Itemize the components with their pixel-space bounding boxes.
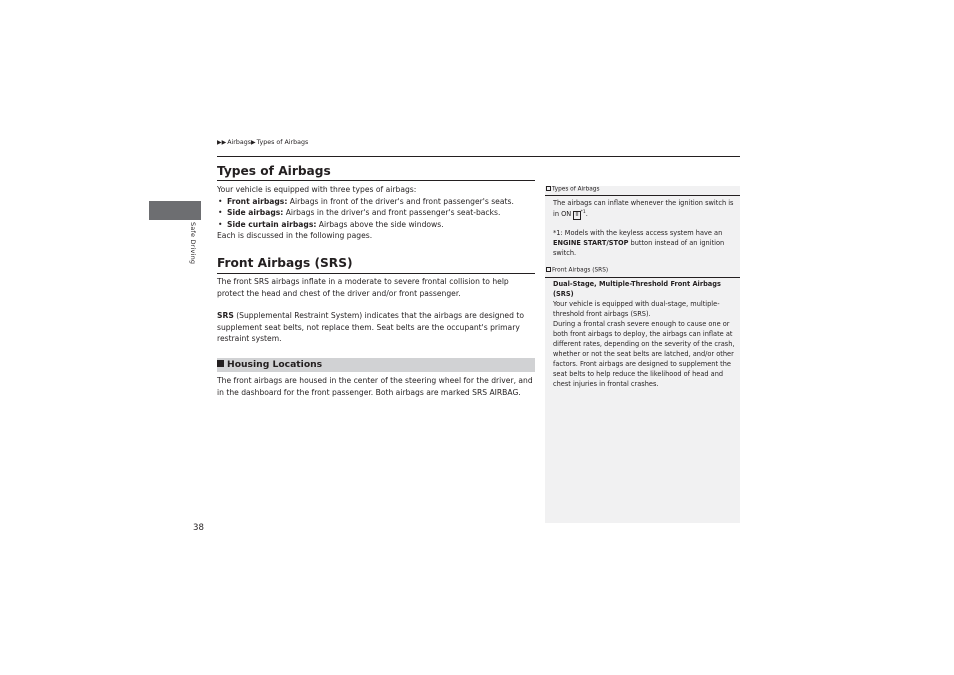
header-divider [217,156,740,157]
breadcrumb-arrow-icon: ▶ [251,139,256,146]
section-tab [149,201,201,220]
breadcrumb-item-airbags[interactable]: Airbags [227,139,252,146]
intro-section [217,184,535,242]
square-bullet-icon [217,360,224,367]
note-header-text: Types of Airbags [552,186,600,193]
note-header-types[interactable] [546,186,600,193]
housing-paragraph: The front airbags are housed in the center of the steering wheel for the driver, and in the dashboard for the front passenger. Both airbags are marked SRS AIRBAG. [217,376,533,397]
list-item-text: Airbags in front of the driver's and front passenger's seats. [287,196,514,206]
list-item-text: Airbags in the driver's and front passenger's seat-backs. [283,208,501,218]
airbag-type-list [217,196,535,231]
section-label: Safe Driving [189,222,197,265]
bullet-icon: • [218,208,223,218]
list-item [217,196,535,208]
bullet-icon: • [218,219,223,229]
bullet-icon: • [218,196,223,206]
title-divider [217,180,535,181]
note-paragraph: During a frontal crash severe enough to cause one or both front airbags to deploy, the airbags can inflate at different rates, depending on the severity of the crash, whether or not the seat belts are latched, and/or other factors. Front airbags are designed to supplement the seat belts to help reduce the likelihood of head and chest injuries in frontal crashes. [553,320,735,388]
page-number: 38 [193,523,204,533]
note-ignition-text [553,198,735,220]
list-item-term: Side airbags: [227,208,284,218]
note-link-icon [546,186,551,191]
srs-term: SRS [217,311,234,320]
footnote-suffix: button instead of an ignition switch. [553,239,725,257]
note-dual-stage [553,279,735,389]
footnote-prefix: *1: Models with the keyless access system have an [553,229,723,237]
section-divider [217,273,535,274]
list-item-term: Front airbags: [227,196,288,206]
note-divider [545,277,740,278]
housing-locations-heading [217,359,322,370]
breadcrumb-item-types: Types of Airbags [256,139,309,146]
housing-heading-text: Housing Locations [227,359,323,370]
list-item-text: Airbags above the side windows. [316,219,444,229]
note-header-text: Front Airbags (SRS) [552,267,609,274]
page-title: Types of Airbags [217,164,331,178]
footnote-bold: ENGINE START/STOP [553,239,629,247]
list-item [217,207,535,219]
note-divider [545,195,740,196]
footnote-marker: *1 [580,210,586,215]
note-footnote [553,228,735,258]
intro-closing: Each is discussed in the following pages. [217,231,373,241]
srs-definition: (Supplemental Restraint System) indicates that the airbags are designed to supplement seat belts, not replace them. Seat belts are the occupant's primary restraint system. [217,311,524,344]
intro-lead: Your vehicle is equipped with three types of airbags: [217,185,417,194]
note-text-end: . [585,210,588,219]
note-paragraph: Your vehicle is equipped with dual-stage, multiple-threshold front airbags (SRS). [553,300,720,318]
list-item-term: Side curtain airbags: [227,219,317,229]
breadcrumb [217,139,308,146]
note-text: The airbags can inflate whenever the ignition switch is in ON [553,199,734,219]
srs-paragraph [217,310,535,345]
note-subheading: Dual-Stage, Multiple-Threshold Front Airbags (SRS) [553,280,721,298]
front-airbags-heading: Front Airbags (SRS) [217,256,353,270]
breadcrumb-arrow-icon: ▶▶ [217,139,227,146]
ignition-on-icon: II [575,212,579,219]
note-link-icon [546,267,551,272]
note-header-front[interactable] [546,267,608,274]
front-airbags-paragraph: The front SRS airbags inflate in a moderate to severe frontal collision to help protect the head and chest of the driver and/or front passenger. [217,277,509,298]
list-item [217,219,535,231]
